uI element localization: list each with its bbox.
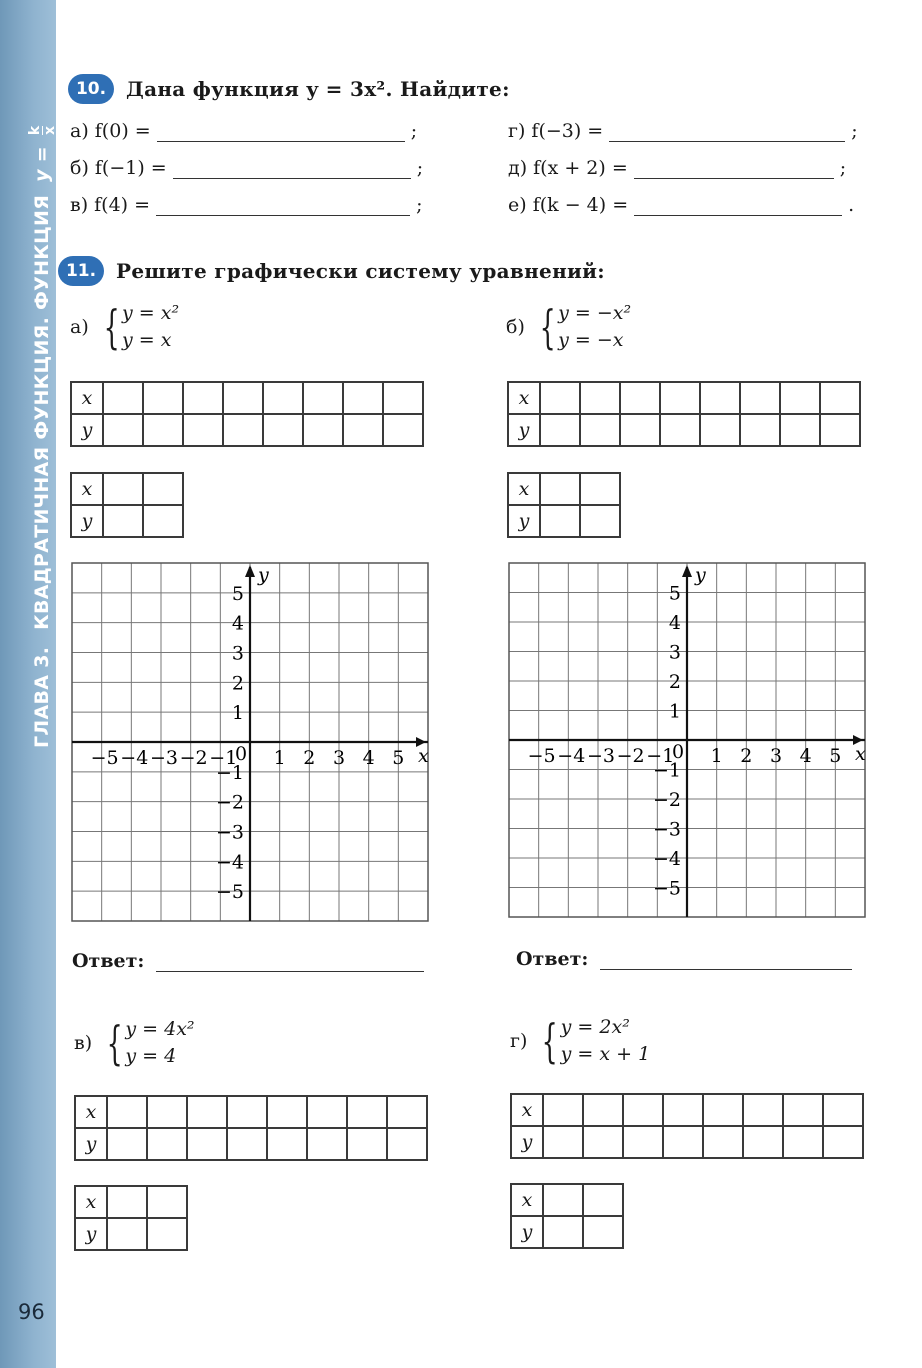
value-cell[interactable] bbox=[740, 414, 780, 446]
value-table-b-small bbox=[507, 472, 621, 538]
task-10-text: Дана функция y = 3x². Найдите: bbox=[126, 77, 510, 101]
task-11-header bbox=[58, 256, 605, 286]
y-tick-label: −1 bbox=[652, 759, 681, 782]
value-cell[interactable] bbox=[543, 1094, 583, 1126]
answer-row-b bbox=[70, 157, 423, 179]
row-header: y bbox=[511, 1126, 543, 1158]
value-cell[interactable] bbox=[227, 1128, 267, 1160]
value-table-a-large bbox=[70, 381, 424, 447]
x-tick-label: −4 bbox=[120, 747, 149, 769]
value-table-v-large bbox=[74, 1095, 428, 1161]
equation-1: y = x² bbox=[122, 302, 180, 324]
answer-row-d bbox=[508, 157, 846, 179]
value-cell[interactable] bbox=[343, 414, 383, 446]
value-cell[interactable] bbox=[743, 1094, 783, 1126]
value-cell[interactable] bbox=[187, 1128, 227, 1160]
value-cell[interactable] bbox=[740, 382, 780, 414]
answer-label: Ответ: bbox=[516, 948, 589, 970]
value-cell[interactable] bbox=[143, 473, 183, 505]
chapter-title bbox=[28, 126, 57, 748]
value-cell[interactable] bbox=[263, 382, 303, 414]
value-cell[interactable] bbox=[543, 1216, 583, 1248]
value-cell[interactable] bbox=[143, 505, 183, 537]
x-tick-label: 4 bbox=[799, 745, 812, 767]
row-header: x bbox=[511, 1094, 543, 1126]
x-tick-label: 3 bbox=[769, 745, 783, 767]
value-cell[interactable] bbox=[543, 1184, 583, 1216]
x-tick-label: −5 bbox=[90, 747, 119, 769]
x-tick-label: −1 bbox=[209, 747, 238, 769]
fraction-denominator: x bbox=[42, 125, 58, 135]
row-header: x bbox=[71, 382, 103, 414]
y-axis-label: y bbox=[695, 564, 706, 586]
table-row-y bbox=[75, 1218, 187, 1250]
value-cell[interactable] bbox=[147, 1218, 187, 1250]
value-cell[interactable] bbox=[383, 414, 423, 446]
value-cell[interactable] bbox=[703, 1126, 743, 1158]
row-header: x bbox=[71, 473, 103, 505]
value-cell[interactable] bbox=[580, 382, 620, 414]
brace-icon: { bbox=[541, 1014, 559, 1068]
y-tick-label: 3 bbox=[231, 642, 244, 665]
value-cell[interactable] bbox=[703, 1094, 743, 1126]
table-row-y bbox=[511, 1126, 863, 1158]
value-cell[interactable] bbox=[263, 414, 303, 446]
equation-1: y = −x² bbox=[558, 302, 632, 324]
equation-1: y = 4x² bbox=[125, 1018, 195, 1040]
value-cell[interactable] bbox=[267, 1128, 307, 1160]
value-cell[interactable] bbox=[187, 1096, 227, 1128]
table-row-y bbox=[71, 505, 183, 537]
value-cell[interactable] bbox=[303, 382, 343, 414]
row-header: x bbox=[75, 1096, 107, 1128]
x-tick-label: −5 bbox=[527, 745, 556, 767]
value-cell[interactable] bbox=[783, 1094, 823, 1126]
value-cell[interactable] bbox=[347, 1096, 387, 1128]
system-v bbox=[74, 1016, 195, 1070]
value-cell[interactable] bbox=[540, 382, 580, 414]
brace-icon: { bbox=[106, 1016, 123, 1070]
value-cell[interactable] bbox=[700, 382, 740, 414]
y-tick-label: 5 bbox=[231, 582, 244, 605]
row-label: а) f(0) = bbox=[70, 120, 151, 142]
value-cell[interactable] bbox=[223, 414, 263, 446]
value-cell[interactable] bbox=[543, 1126, 583, 1158]
system-equations bbox=[558, 300, 631, 354]
value-cell[interactable] bbox=[540, 505, 580, 537]
value-cell[interactable] bbox=[580, 473, 620, 505]
origin-label: 0 bbox=[235, 743, 248, 765]
value-cell[interactable] bbox=[583, 1094, 623, 1126]
equation-2: y = −x bbox=[558, 329, 624, 351]
y-tick-label: −3 bbox=[652, 818, 681, 841]
answer-line-b bbox=[516, 948, 852, 970]
x-tick-label: 2 bbox=[303, 747, 316, 769]
value-cell[interactable] bbox=[267, 1096, 307, 1128]
y-tick-label: −4 bbox=[652, 848, 681, 870]
table-row-x bbox=[511, 1094, 863, 1126]
value-cell[interactable] bbox=[820, 382, 860, 414]
value-table-a-small bbox=[70, 472, 184, 538]
system-equations bbox=[125, 1016, 194, 1070]
value-cell[interactable] bbox=[147, 1186, 187, 1218]
equation-2: y = 4 bbox=[125, 1045, 177, 1067]
y-tick-label: 1 bbox=[668, 700, 681, 723]
chapter-number: ГЛАВА 3. bbox=[31, 646, 53, 748]
value-cell[interactable] bbox=[107, 1186, 147, 1218]
value-cell[interactable] bbox=[183, 382, 223, 414]
system-g bbox=[510, 1014, 650, 1068]
answer-row-e bbox=[508, 194, 854, 216]
chapter-sidebar bbox=[0, 0, 56, 1368]
value-table-g-large bbox=[510, 1093, 864, 1159]
value-cell[interactable] bbox=[383, 382, 423, 414]
value-cell[interactable] bbox=[540, 473, 580, 505]
row-end: . bbox=[848, 194, 855, 216]
chapter-formula: y = bbox=[31, 146, 53, 182]
y-axis-arrow-icon bbox=[245, 565, 255, 577]
value-cell[interactable] bbox=[143, 414, 183, 446]
answer-row-v bbox=[70, 194, 422, 216]
x-axis-label: x bbox=[855, 743, 866, 765]
table-row-x bbox=[75, 1096, 427, 1128]
y-tick-label: 4 bbox=[231, 612, 244, 635]
row-label: г) f(−3) = bbox=[508, 120, 604, 142]
table-row-y bbox=[511, 1216, 623, 1248]
x-tick-label: −2 bbox=[616, 745, 645, 767]
x-axis-label: x bbox=[418, 745, 429, 767]
table-row-y bbox=[71, 414, 423, 446]
table-row-y bbox=[508, 505, 620, 537]
answer-blank[interactable] bbox=[634, 197, 842, 216]
row-label: е) f(k − 4) = bbox=[508, 194, 629, 216]
table-row-x bbox=[511, 1184, 623, 1216]
row-label: д) f(x + 2) = bbox=[508, 157, 628, 179]
task-11-text: Решите графически систему уравнений: bbox=[116, 259, 605, 283]
x-tick-label: 5 bbox=[829, 745, 842, 767]
brace-icon: { bbox=[539, 300, 556, 354]
row-header: y bbox=[75, 1128, 107, 1160]
value-cell[interactable] bbox=[580, 505, 620, 537]
answer-blank[interactable] bbox=[157, 123, 405, 142]
value-cell[interactable] bbox=[307, 1128, 347, 1160]
x-tick-label: 3 bbox=[332, 747, 346, 769]
x-tick-label: −3 bbox=[586, 745, 615, 767]
row-end: ; bbox=[416, 194, 423, 216]
row-end: ; bbox=[410, 120, 418, 142]
x-tick-label: 1 bbox=[273, 747, 286, 769]
value-cell[interactable] bbox=[103, 473, 143, 505]
value-cell[interactable] bbox=[780, 382, 820, 414]
equation-2: y = x bbox=[122, 329, 172, 351]
coordinate-grid-a[interactable] bbox=[72, 563, 428, 921]
table-row-x bbox=[508, 382, 860, 414]
value-cell[interactable] bbox=[823, 1126, 863, 1158]
y-tick-label: −2 bbox=[215, 791, 244, 814]
y-tick-label: 2 bbox=[231, 672, 244, 695]
y-tick-label: −5 bbox=[215, 881, 244, 904]
row-label: б) f(−1) = bbox=[70, 157, 167, 179]
fraction-numerator: k bbox=[27, 125, 43, 136]
x-tick-label: 5 bbox=[392, 747, 405, 769]
x-tick-label: −3 bbox=[149, 747, 178, 769]
row-header: x bbox=[508, 473, 540, 505]
value-table-v-small bbox=[74, 1185, 188, 1251]
value-cell[interactable] bbox=[103, 382, 143, 414]
value-cell[interactable] bbox=[583, 1216, 623, 1248]
chapter-fraction bbox=[28, 126, 57, 136]
value-cell[interactable] bbox=[823, 1094, 863, 1126]
brace-icon: { bbox=[103, 300, 120, 354]
value-cell[interactable] bbox=[387, 1128, 427, 1160]
answer-label: Ответ: bbox=[72, 950, 145, 972]
value-cell[interactable] bbox=[620, 382, 660, 414]
equation-2: y = x + 1 bbox=[560, 1043, 651, 1065]
value-cell[interactable] bbox=[540, 414, 580, 446]
value-cell[interactable] bbox=[147, 1096, 187, 1128]
y-tick-label: −3 bbox=[215, 821, 244, 844]
x-tick-label: −2 bbox=[179, 747, 208, 769]
coordinate-grid-b[interactable] bbox=[509, 563, 865, 917]
answer-row-a bbox=[70, 120, 417, 142]
value-cell[interactable] bbox=[743, 1126, 783, 1158]
value-cell[interactable] bbox=[103, 414, 143, 446]
system-a bbox=[70, 300, 179, 354]
x-tick-label: −1 bbox=[646, 745, 675, 767]
value-cell[interactable] bbox=[103, 505, 143, 537]
y-tick-label: −5 bbox=[652, 877, 681, 900]
y-axis-label: y bbox=[258, 564, 269, 586]
answer-line-a bbox=[72, 950, 424, 972]
value-cell[interactable] bbox=[303, 414, 343, 446]
task-number-badge: 11. bbox=[58, 256, 104, 286]
value-cell[interactable] bbox=[347, 1128, 387, 1160]
answer-blank[interactable] bbox=[156, 953, 424, 972]
answer-blank[interactable] bbox=[156, 197, 410, 216]
value-cell[interactable] bbox=[780, 414, 820, 446]
value-cell[interactable] bbox=[227, 1096, 267, 1128]
y-tick-label: −2 bbox=[652, 789, 681, 811]
value-cell[interactable] bbox=[783, 1126, 823, 1158]
answer-blank[interactable] bbox=[609, 123, 845, 142]
value-cell[interactable] bbox=[700, 414, 740, 446]
y-axis-arrow-icon bbox=[682, 565, 692, 577]
table-row-x bbox=[508, 473, 620, 505]
answer-row-g bbox=[508, 120, 858, 142]
value-cell[interactable] bbox=[660, 414, 700, 446]
table-row-x bbox=[71, 473, 183, 505]
chapter-name: КВАДРАТИЧНАЯ ФУНКЦИЯ. ФУНКЦИЯ bbox=[31, 194, 53, 630]
table-row-y bbox=[75, 1128, 427, 1160]
value-cell[interactable] bbox=[107, 1096, 147, 1128]
value-cell[interactable] bbox=[307, 1096, 347, 1128]
system-b bbox=[506, 300, 631, 354]
equation-1: y = 2x² bbox=[560, 1016, 630, 1038]
table-row-x bbox=[75, 1186, 187, 1218]
value-cell[interactable] bbox=[107, 1218, 147, 1250]
row-header: y bbox=[511, 1216, 543, 1248]
page-number: 96 bbox=[18, 1300, 45, 1324]
value-table-g-small bbox=[510, 1183, 624, 1249]
value-cell[interactable] bbox=[663, 1126, 703, 1158]
value-cell[interactable] bbox=[660, 382, 700, 414]
row-header: y bbox=[71, 505, 103, 537]
answer-blank[interactable] bbox=[634, 160, 834, 179]
value-cell[interactable] bbox=[580, 414, 620, 446]
y-tick-label: 4 bbox=[668, 612, 681, 634]
value-cell[interactable] bbox=[663, 1094, 703, 1126]
y-tick-label: 3 bbox=[668, 641, 681, 664]
system-label: г) bbox=[510, 1030, 528, 1052]
system-label: а) bbox=[70, 316, 89, 338]
system-equations bbox=[122, 300, 179, 354]
row-label: в) f(4) = bbox=[70, 194, 151, 216]
row-header: x bbox=[75, 1186, 107, 1218]
answer-blank[interactable] bbox=[600, 951, 852, 970]
system-label: в) bbox=[74, 1032, 93, 1054]
value-table-b-large bbox=[507, 381, 861, 447]
value-cell[interactable] bbox=[183, 414, 223, 446]
value-cell[interactable] bbox=[583, 1184, 623, 1216]
task-10-header bbox=[68, 74, 510, 104]
y-tick-label: 5 bbox=[668, 582, 681, 605]
value-cell[interactable] bbox=[223, 382, 263, 414]
row-header: y bbox=[75, 1218, 107, 1250]
x-tick-label: 2 bbox=[740, 745, 753, 767]
y-tick-label: 2 bbox=[668, 671, 681, 693]
x-tick-label: 1 bbox=[710, 745, 723, 767]
value-cell[interactable] bbox=[107, 1128, 147, 1160]
row-end: ; bbox=[851, 120, 858, 142]
table-row-y bbox=[508, 414, 860, 446]
row-header: y bbox=[508, 414, 540, 446]
row-header: y bbox=[71, 414, 103, 446]
row-header: y bbox=[508, 505, 540, 537]
value-cell[interactable] bbox=[820, 414, 860, 446]
task-number-badge: 10. bbox=[68, 74, 114, 104]
row-end: ; bbox=[839, 157, 847, 179]
value-cell[interactable] bbox=[147, 1128, 187, 1160]
system-equations bbox=[561, 1014, 651, 1068]
value-cell[interactable] bbox=[623, 1126, 663, 1158]
y-tick-label: −4 bbox=[215, 851, 244, 874]
y-tick-label: 1 bbox=[231, 702, 244, 725]
row-header: x bbox=[508, 382, 540, 414]
value-cell[interactable] bbox=[387, 1096, 427, 1128]
value-cell[interactable] bbox=[143, 382, 183, 414]
value-cell[interactable] bbox=[623, 1094, 663, 1126]
table-row-x bbox=[71, 382, 423, 414]
answer-blank[interactable] bbox=[173, 160, 411, 179]
value-cell[interactable] bbox=[583, 1126, 623, 1158]
row-end: ; bbox=[416, 157, 424, 179]
row-header: x bbox=[511, 1184, 543, 1216]
x-tick-label: −4 bbox=[557, 745, 586, 767]
value-cell[interactable] bbox=[343, 382, 383, 414]
y-tick-label: −1 bbox=[215, 761, 244, 784]
x-tick-label: 4 bbox=[362, 747, 375, 769]
origin-label: 0 bbox=[672, 741, 685, 763]
value-cell[interactable] bbox=[620, 414, 660, 446]
system-label: б) bbox=[506, 316, 525, 338]
